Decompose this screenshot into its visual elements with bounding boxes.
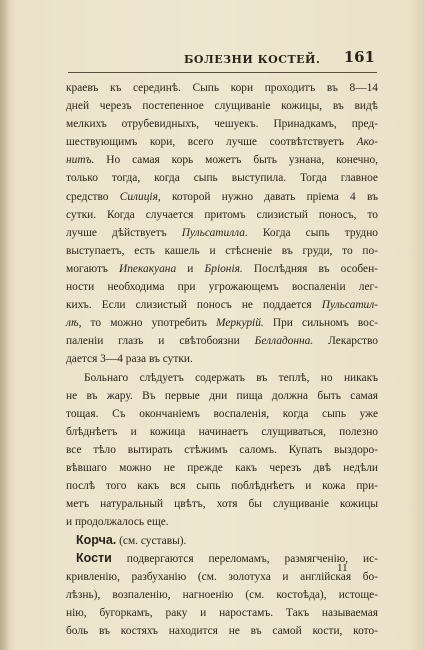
- text-line: [66, 549, 378, 567]
- text-line: [66, 314, 378, 332]
- text-run: только тогда, когда сыпь выступила. Тогда главное: [66, 172, 378, 185]
- text-run: Когда сыпь трудно: [247, 226, 378, 239]
- text-run: Силиція,: [119, 190, 161, 203]
- text-line: [66, 477, 378, 495]
- text-run: и продолжалось еще.: [66, 516, 169, 529]
- text-run: шествующимъ кори, всего лучше соотвѣтствуетъ: [66, 136, 357, 149]
- text-line: [66, 242, 378, 260]
- text-run: подвергаются переломамъ, размягченію, ис-: [111, 553, 378, 566]
- text-run: все тѣло вытирать стѣжимъ саломъ. Купать выздоро-: [66, 443, 378, 456]
- text-run: тощая. Съ окончаніемъ воспаленія, когда сыпь уже: [66, 407, 378, 420]
- text-run: Пульсатилла.: [181, 226, 248, 239]
- text-run: кривленію, разбуханію (см. золотуха и англійская бо-: [66, 570, 378, 583]
- text-run: вѣвшаго можно не прежде какъ черезъ двѣ недѣли: [66, 461, 378, 474]
- text-line: [66, 495, 378, 513]
- text-line: [66, 423, 378, 441]
- text-run: дней черезъ постепенное слущиваніе кожицы, въ видѣ: [66, 100, 378, 113]
- text-line: [66, 350, 378, 368]
- text-line: [66, 369, 378, 387]
- text-run: Меркурій.: [216, 317, 264, 330]
- text-run: Послѣдняя въ особен-: [242, 262, 378, 275]
- text-run: Ако-: [356, 136, 378, 149]
- text-line: [66, 604, 378, 622]
- text-run: блѣднѣетъ и кожица начинаетъ слущиваться, полезно: [66, 425, 378, 438]
- text-run: нитъ.: [66, 154, 95, 167]
- text-line: [66, 387, 378, 405]
- page-header: [66, 48, 377, 70]
- text-line: [66, 405, 378, 423]
- text-run: то можно употребить: [81, 317, 217, 330]
- text-line: [66, 133, 378, 151]
- text-run: Бріонія.: [204, 262, 243, 275]
- text-run: послѣ того какъ вся сыпь поблѣднѣетъ и кожа при-: [66, 480, 378, 493]
- text-line: [66, 459, 378, 477]
- text-run: Лекарство: [313, 335, 378, 348]
- text-line: [66, 568, 378, 586]
- text-line: [66, 296, 378, 314]
- text-run: лучше дѣйствуетъ: [66, 226, 182, 239]
- text-line: [66, 531, 378, 549]
- running-head: БОЛЕЗНИ КОСТЕЙ.: [184, 53, 321, 66]
- text-line: [66, 332, 378, 350]
- text-run: не въ жару. Въ первые дни пища должна быть самая: [66, 389, 378, 402]
- text-run: лѣзнь), возпаленію, нагноенію (см. костоѣда), истоще-: [66, 588, 378, 601]
- text-line: [66, 513, 378, 531]
- header-rule: [68, 72, 377, 73]
- page-number: 161: [343, 48, 375, 66]
- text-line: [66, 79, 378, 97]
- body-text: [66, 79, 378, 640]
- text-run: Пульсатил-: [321, 299, 378, 312]
- text-line: [66, 115, 378, 133]
- text-run: ности необходима при угрожающемъ воспаленіи лег-: [66, 281, 378, 294]
- text-run: кихъ. Если слизистый поносъ не поддается: [66, 299, 322, 312]
- text-line: [66, 188, 378, 206]
- text-line: [66, 206, 378, 224]
- text-run: (см. суставы).: [116, 535, 187, 548]
- text-run: паленіи глазъ и свѣтобоязни: [66, 335, 255, 348]
- text-run: боль въ костяхъ находится не въ самой кости, кото-: [66, 624, 378, 637]
- text-run: могаютъ: [66, 262, 119, 275]
- text-line: [66, 622, 378, 640]
- text-run: Но самая корь можетъ быть узнана, конечно,: [94, 154, 378, 167]
- text-line: [66, 224, 378, 242]
- text-run: краевъ къ серединѣ. Сыпь кори проходитъ въ 8—14: [66, 82, 378, 94]
- text-run: Больнаго слѣдуетъ содержать въ теплѣ, но никакъ: [84, 371, 378, 384]
- text-line: [66, 441, 378, 459]
- text-run: Кости: [76, 551, 112, 566]
- text-run: Ипекакуана: [119, 262, 177, 275]
- text-run: сутки. Когда случается притомъ слизистый поносъ, то: [66, 208, 378, 221]
- text-run: нію, бугоркамъ, раку и наростамъ. Такъ называемая: [66, 606, 378, 619]
- text-run: и: [176, 262, 205, 275]
- text-line: [66, 151, 378, 169]
- text-line: [66, 169, 378, 187]
- text-run: которой нужно давать пріема 4 въ: [160, 190, 378, 203]
- text-run: мелкихъ отрубевидныхъ, чешуекъ. Принадкамъ, пред-: [66, 118, 378, 131]
- signature-mark: 11: [337, 562, 348, 574]
- text-run: метъ натуральный цвѣтъ, хотя бы слущиваніе кожицы: [66, 498, 378, 511]
- page-gutter-shadow: [0, 0, 10, 650]
- text-line: [66, 586, 378, 604]
- text-run: При сильномъ вос-: [263, 317, 378, 330]
- text-run: Белладонна.: [254, 335, 314, 348]
- text-run: выступаетъ, есть кашель и стѣсненіе въ груди, то по-: [66, 244, 378, 257]
- text-run: Корча.: [76, 533, 117, 548]
- text-line: [66, 97, 378, 115]
- text-run: лѣ,: [66, 317, 82, 330]
- text-line: [66, 278, 378, 296]
- text-run: дается 3—4 раза въ сутки.: [66, 353, 193, 366]
- text-line: [66, 260, 378, 278]
- text-run: средство: [66, 190, 120, 203]
